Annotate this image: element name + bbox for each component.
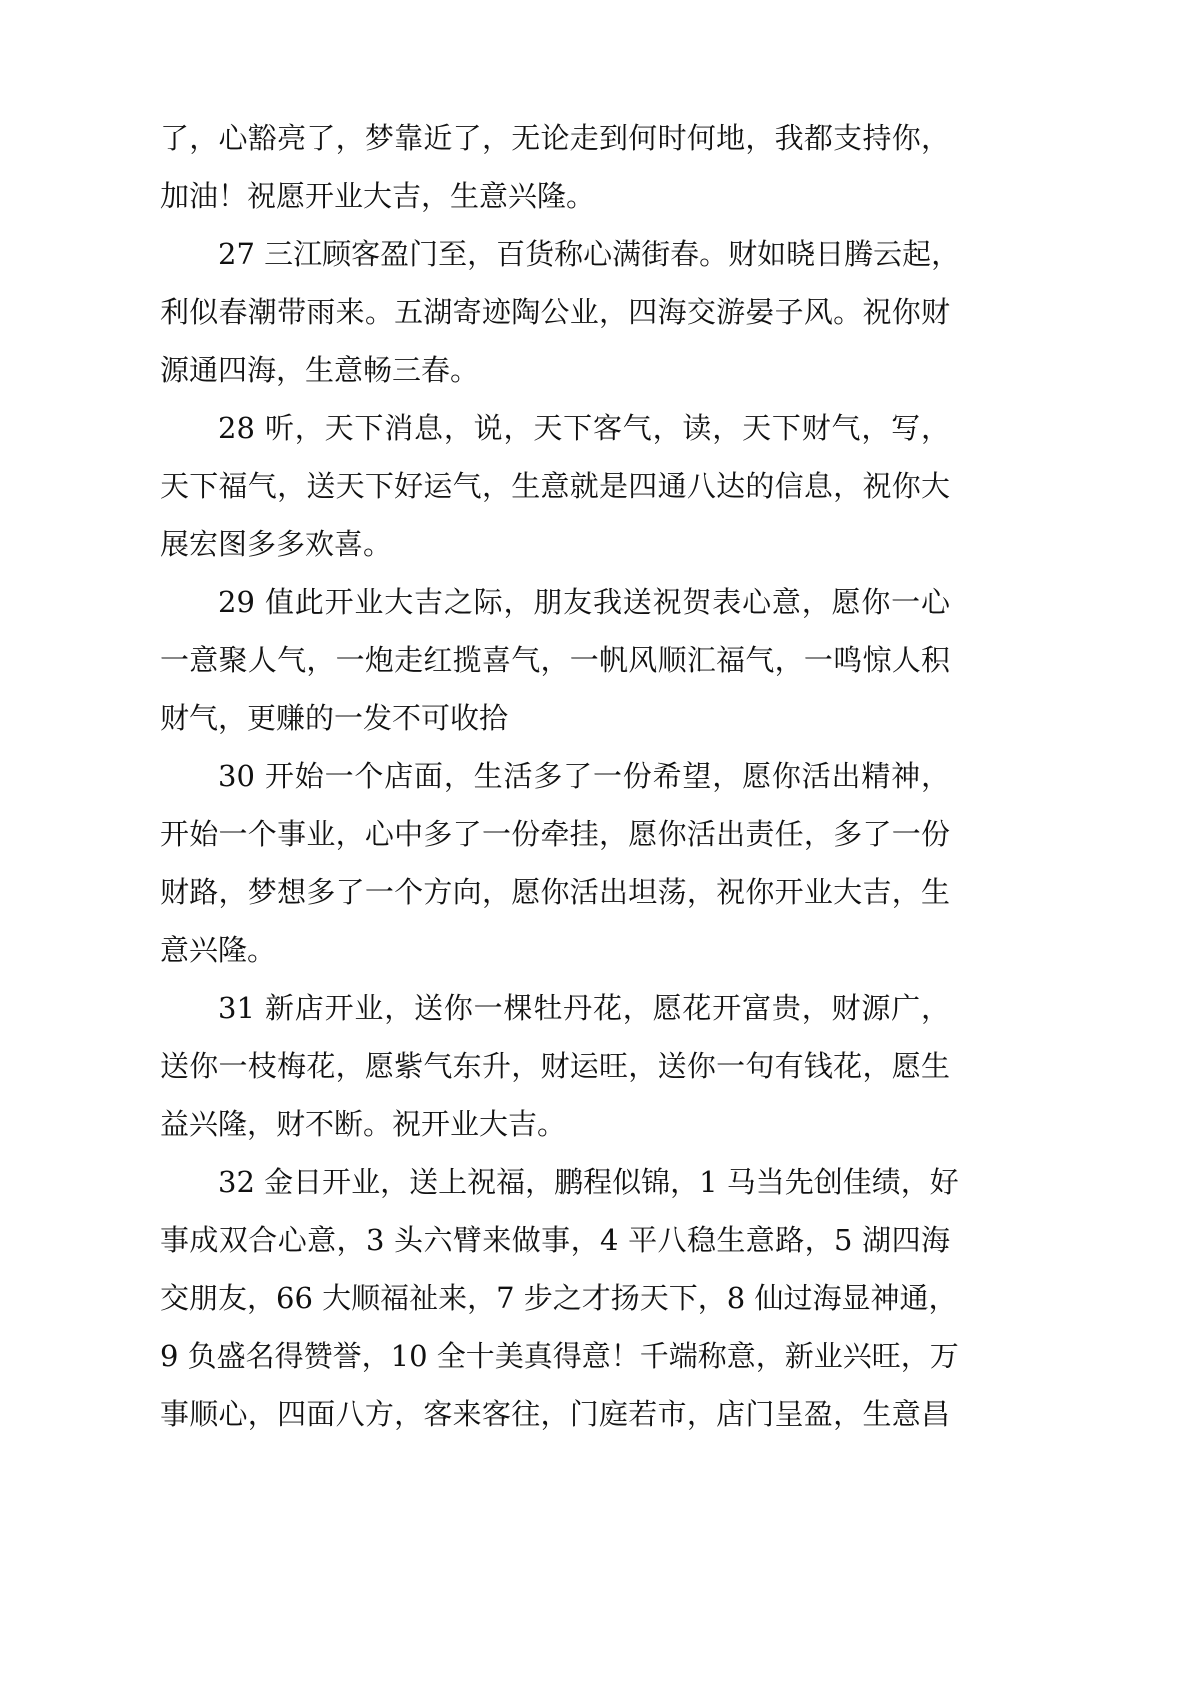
paragraph-32 xyxy=(160,1153,959,1443)
paragraph-continuation xyxy=(160,109,950,225)
text-line: 30 开始一个店面，生活多了一份希望，愿你活出精神， xyxy=(218,759,950,793)
text-line: 了，心豁亮了，梦靠近了，无论走到何时何地，我都支持你， xyxy=(160,121,950,155)
text-line: 事成双合心意，3 头六臂来做事，4 平八稳生意路，5 湖四海 xyxy=(160,1223,950,1257)
text-line: 28 听，天下消息，说，天下客气，读，天下财气，写， xyxy=(218,411,950,445)
text-line: 开始一个事业，心中多了一份牵挂，愿你活出责任，多了一份 xyxy=(160,817,950,851)
paragraph-27 xyxy=(160,225,961,399)
text-line: 9 负盛名得赞誉，10 全十美真得意！千端称意，新业兴旺，万 xyxy=(160,1339,959,1373)
text-line: 加油！祝愿开业大吉，生意兴隆。 xyxy=(160,179,596,213)
text-line: 27 三江顾客盈门至，百货称心满街春。财如晓日腾云起， xyxy=(218,237,961,271)
text-line: 财气，更赚的一发不可收拾 xyxy=(160,701,509,735)
text-line: 意兴隆。 xyxy=(160,933,277,967)
paragraph-31 xyxy=(160,979,950,1153)
text-line: 展宏图多多欢喜。 xyxy=(160,527,393,561)
text-line: 29 值此开业大吉之际，朋友我送祝贺表心意，愿你一心 xyxy=(218,585,950,619)
text-line: 送你一枝梅花，愿紫气东升，财运旺，送你一句有钱花，愿生 xyxy=(160,1049,950,1083)
text-line: 32 金日开业，送上祝福，鹏程似锦，1 马当先创佳绩，好 xyxy=(218,1165,959,1199)
text-line: 利似春潮带雨来。五湖寄迹陶公业，四海交游晏子风。祝你财 xyxy=(160,295,950,329)
paragraph-29 xyxy=(160,573,950,747)
text-line: 31 新店开业，送你一棵牡丹花，愿花开富贵，财源广， xyxy=(218,991,950,1025)
text-line: 源通四海，生意畅三春。 xyxy=(160,353,480,387)
text-line: 益兴隆，财不断。祝开业大吉。 xyxy=(160,1107,567,1141)
text-line: 一意聚人气，一炮走红揽喜气，一帆风顺汇福气，一鸣惊人积 xyxy=(160,643,950,677)
paragraph-30 xyxy=(160,747,950,979)
text-line: 交朋友，66 大顺福祉来，7 步之才扬天下，8 仙过海显神通， xyxy=(160,1281,958,1315)
paragraph-28 xyxy=(160,399,950,573)
text-line: 财路，梦想多了一个方向，愿你活出坦荡，祝你开业大吉，生 xyxy=(160,875,950,909)
text-line: 天下福气，送天下好运气，生意就是四通八达的信息，祝你大 xyxy=(160,469,950,503)
text-line: 事顺心，四面八方，客来客往，门庭若市，店门呈盈，生意昌 xyxy=(160,1397,950,1431)
document-body xyxy=(160,109,961,1443)
